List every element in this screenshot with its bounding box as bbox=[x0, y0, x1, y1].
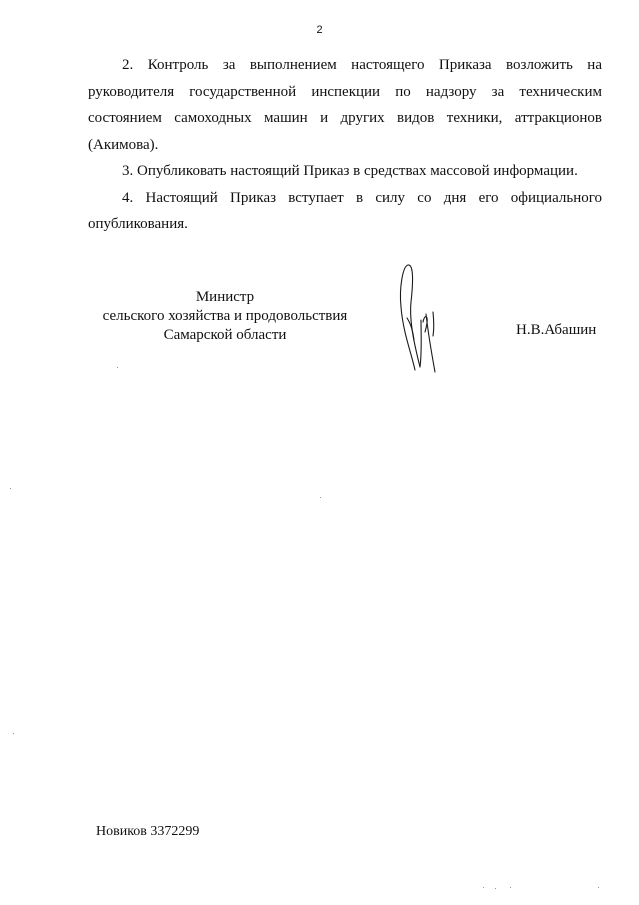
executor-contact: Новиков 3372299 bbox=[96, 824, 200, 839]
scan-artifact bbox=[483, 887, 484, 888]
position-title: Министр bbox=[195, 289, 255, 305]
position-region: Самарской области bbox=[163, 327, 287, 343]
paragraph-publish: 3. Опубликовать настоящий Приказ в средствах массовой информации. bbox=[122, 163, 578, 179]
paragraph-control: 2. Контроль за выполнением настоящего Приказа возложить на руководителя государственной инспекции по надзору за техническим состоянием самоходных машин и других видов техники, аттракционов (Акимова). bbox=[88, 57, 602, 153]
scan-artifact bbox=[598, 887, 599, 888]
scan-artifact bbox=[117, 367, 118, 368]
signer-name: Н.В.Абашин bbox=[516, 322, 597, 338]
scan-artifact bbox=[10, 488, 11, 489]
page-number: 2 bbox=[316, 24, 323, 36]
document-body bbox=[88, 52, 602, 238]
paragraph-effective: 4. Настоящий Приказ вступает в силу со дня его официального опубликования. bbox=[88, 189, 602, 232]
scan-artifact bbox=[495, 888, 496, 889]
handwritten-signature-icon bbox=[393, 262, 445, 376]
scan-artifact bbox=[510, 887, 511, 888]
scan-artifact bbox=[13, 733, 14, 734]
signatory-position bbox=[90, 288, 360, 345]
scan-artifact bbox=[320, 497, 321, 498]
position-ministry: сельского хозяйства и продовольствия bbox=[102, 308, 348, 324]
